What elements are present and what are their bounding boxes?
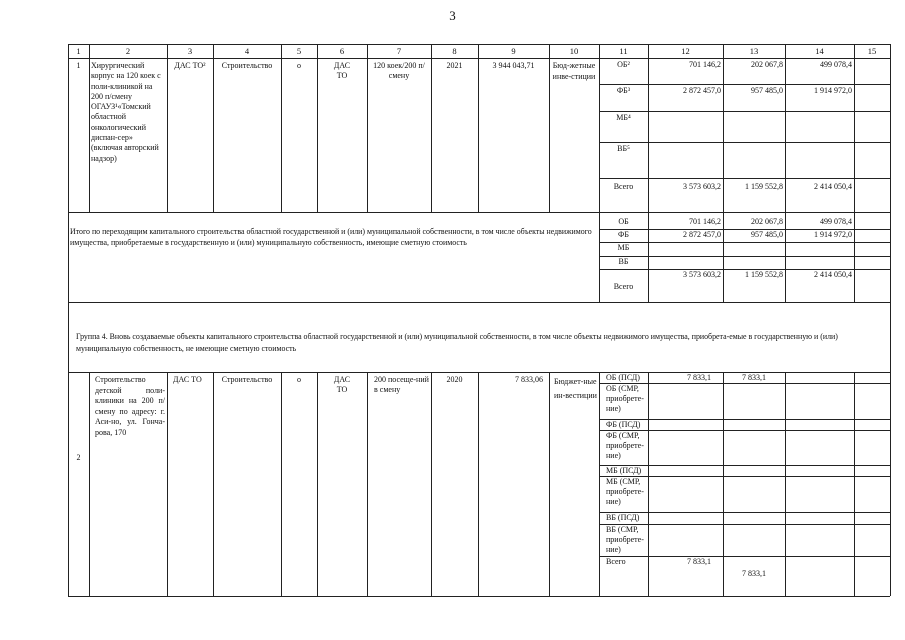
row2-value-c14 <box>787 525 852 555</box>
row1-capacity: 120 коек/200 п/смену <box>373 61 425 80</box>
budget-table <box>68 44 890 597</box>
column-number-6: 6 <box>339 46 345 56</box>
row2-value-c12 <box>650 513 721 523</box>
row2-executor: ДАС ТО <box>333 375 351 394</box>
row2-object-name: Строительство детской поли-клиники на 200 п/смену по адресу: г. Аси-но, ул. Гонча-рова, 170 <box>95 375 165 437</box>
total-value-c12: 701 146,2 <box>689 217 721 226</box>
total-value-c12: 2 872 457,0 <box>683 230 721 239</box>
row1-value-c13 <box>725 143 783 177</box>
page-number: 3 <box>449 8 456 23</box>
row1-number: 1 <box>76 61 81 70</box>
total-value-c13: 1 159 552,8 <box>745 270 783 279</box>
row2-value-c13 <box>725 513 783 523</box>
row2-value-c12 <box>650 466 721 475</box>
row2-funding-label: ФБ (ПСД) <box>606 420 641 429</box>
row1-value-c12: 2 872 457,0 <box>683 86 721 95</box>
table-left-border <box>68 44 69 596</box>
row1-value-c13: 957 485,0 <box>751 86 783 95</box>
row2-col-line <box>167 372 168 596</box>
row2-funding-label: МБ (ПСД) <box>606 466 642 475</box>
total-funding-label: Всего <box>613 282 634 291</box>
row2-type: Строительство <box>221 375 273 384</box>
header-col-line <box>213 44 214 58</box>
total-value-c12 <box>650 257 721 268</box>
row1-value-c12 <box>650 112 721 141</box>
row1-col-line <box>648 58 649 212</box>
group4-heading: Группа 4. Вновь создаваемые объекты капитального строительства областной государственной и (или) муниципальной собственности, в том числе объекты недвижимого имущества, приобрета-емые в государственную и (или) муниципальную собственность, не имеющие сметную стоимость <box>76 332 838 353</box>
row2-value-c13 <box>725 420 783 429</box>
total-funding-label: ВБ <box>618 257 629 266</box>
column-number-15: 15 <box>867 46 877 56</box>
row2-form: о <box>297 375 301 384</box>
column-number-7: 7 <box>396 46 402 56</box>
row1-col-line <box>478 58 479 212</box>
column-number-9: 9 <box>511 46 516 56</box>
column-number-12: 12 <box>681 46 690 56</box>
row2-funding-label: ФБ (СМР, приобрете-ние) <box>606 431 644 460</box>
row2-col-line <box>785 372 786 596</box>
row2-value-c14 <box>787 477 852 511</box>
row1-col-line <box>367 58 368 212</box>
row1-value-c12: 3 573 603,2 <box>683 182 721 191</box>
row2-value-c12: 7 833,1 <box>687 373 711 382</box>
row2-value-c14 <box>787 373 852 382</box>
total-col-line <box>599 212 600 302</box>
header-col-line <box>167 44 168 58</box>
row2-col-line <box>89 372 90 596</box>
row1-funding-label: МБ⁴ <box>616 113 631 122</box>
row2-funding-label: ВБ (ПСД) <box>606 513 640 522</box>
column-number-2: 2 <box>125 46 131 56</box>
header-col-line <box>478 44 479 58</box>
header-col-line <box>854 44 855 58</box>
row2-funding-label: ОБ (СМР, приобрете-ние) <box>606 384 644 413</box>
row2-value-c12 <box>650 384 721 418</box>
row1-col-line <box>317 58 318 212</box>
row1-executor: ДАС <box>333 61 351 70</box>
row2-col-line <box>854 372 855 596</box>
total-label: Итого по переходящим капитального строительства областной государственной и (или) муниципальной собственности, в том числе объекты недвижимого имущества, приобретаемые в государственную и (или) муниципальную собственность, имеющие сметную стоимость <box>70 227 592 247</box>
row2-value-c12: 7 833,1 <box>687 557 711 566</box>
header-col-line <box>599 44 600 58</box>
column-number-10: 10 <box>569 46 579 56</box>
row1-type: Строительство <box>221 61 273 70</box>
row2-col-line <box>723 372 724 596</box>
row1-value-c14 <box>787 112 852 141</box>
total-value-c13 <box>725 257 783 268</box>
row2-number: 2 <box>76 453 81 462</box>
row2-value-c13: 7 833,1 <box>742 373 766 382</box>
row1-value-c12 <box>650 143 721 177</box>
row1-col-line <box>854 58 855 212</box>
row1-col-line <box>723 58 724 212</box>
row1-col-line <box>89 58 90 212</box>
row2-col-line <box>281 372 282 596</box>
row2-value-c14 <box>787 466 852 475</box>
row2-capacity: 200 посеще-ний в смену <box>374 375 429 394</box>
row1-customer: ДАС ТО² <box>174 61 206 70</box>
row2-value-c14 <box>787 513 852 523</box>
row1-value-c14: 499 078,4 <box>820 60 852 69</box>
row2-value-c13 <box>725 466 783 475</box>
row2-value-c12 <box>650 431 721 464</box>
total-value-c12: 3 573 603,2 <box>683 270 721 279</box>
total-funding-label: ОБ <box>618 217 629 226</box>
column-number-13: 13 <box>749 46 759 56</box>
row1-col-line <box>281 58 282 212</box>
total-value-c13 <box>725 243 783 255</box>
row2-customer: ДАС ТО <box>173 375 202 384</box>
table-bottom-border <box>68 596 890 597</box>
total-value-c14: 2 414 050,4 <box>814 270 852 279</box>
total-col-line <box>648 212 649 302</box>
column-number-3: 3 <box>187 46 193 56</box>
row1-col-line <box>549 58 550 212</box>
row2-funding-label: ОБ (ПСД) <box>606 373 640 382</box>
row2-funding-label: МБ (СМР, приобрете-ние) <box>606 477 644 506</box>
row2-value-c13: 7 833,1 <box>742 569 766 578</box>
column-number-8: 8 <box>452 46 457 56</box>
row2-col-line <box>317 372 318 596</box>
row2-col-line <box>367 372 368 596</box>
row1-col-line <box>213 58 214 212</box>
row2-value-c12 <box>650 420 721 429</box>
row2-value-c14 <box>787 557 852 595</box>
row2-col-line <box>599 372 600 596</box>
row2-value-c13 <box>725 384 783 418</box>
row2-value-c13 <box>725 431 783 464</box>
row1-value-c12: 701 146,2 <box>689 60 721 69</box>
row1-object-name: Хирургический корпус на 120 коек с поли-клиникой на 200 п/смену ОГАУЗ¹«Томский областной онкологический диспан-сер» (включая авторский надзор) <box>91 61 161 163</box>
row1-funding-label: ФБ³ <box>616 86 631 95</box>
row2-value-c13 <box>725 477 783 511</box>
total-value-c14 <box>787 243 852 255</box>
total-col-line <box>785 212 786 302</box>
total-value-c14 <box>787 257 852 268</box>
header-col-line <box>785 44 786 58</box>
row2-col-line <box>478 372 479 596</box>
header-col-line <box>723 44 724 58</box>
row1-executor: ТО <box>336 71 348 80</box>
column-number-1: 1 <box>76 46 81 56</box>
row2-value-c14 <box>787 420 852 429</box>
row1-value-c13 <box>725 112 783 141</box>
column-number-5: 5 <box>296 46 302 56</box>
row1-value-c14: 2 414 050,4 <box>814 182 852 191</box>
total-funding-label: ФБ <box>618 230 629 239</box>
row1-col-line <box>785 58 786 212</box>
row2-value-c12 <box>650 477 721 511</box>
header-col-line <box>648 44 649 58</box>
row2-value-c13 <box>725 525 783 555</box>
row1-funding-label: ВБ⁵ <box>617 144 630 153</box>
row2-col-line <box>213 372 214 596</box>
row1-funding-label: Всего <box>613 182 634 191</box>
total-bottom-line <box>68 302 890 303</box>
row1-value-c13: 1 159 552,8 <box>745 182 783 191</box>
row2-value-c14 <box>787 431 852 464</box>
row2-funding-label: Всего <box>606 557 626 566</box>
header-col-line <box>317 44 318 58</box>
row1-col-line <box>431 58 432 212</box>
row1-cost: 3 944 043,71 <box>492 61 535 70</box>
row2-funding-source: Бюджет-ные ин-вестиции <box>554 377 597 400</box>
row1-value-c14: 1 914 972,0 <box>814 86 852 95</box>
row1-col-line <box>599 58 600 212</box>
total-value-c14: 1 914 972,0 <box>814 230 852 239</box>
row2-col-line <box>431 372 432 596</box>
total-value-c13: 957 485,0 <box>751 230 783 239</box>
column-number-4: 4 <box>244 46 250 56</box>
row2-col-line <box>549 372 550 596</box>
row2-cost: 7 833,06 <box>515 375 543 384</box>
row1-funding-label: ОБ² <box>617 60 630 69</box>
total-value-c13: 202 067,8 <box>751 217 783 226</box>
row2-value-c14 <box>787 384 852 418</box>
row2-year: 2020 <box>446 375 463 384</box>
header-col-line <box>281 44 282 58</box>
column-number-14: 14 <box>815 46 824 56</box>
row1-funding-source: Бюд-жетные инве-стиции <box>552 61 596 81</box>
row2-funding-label: ВБ (СМР, приобрете-ние) <box>606 525 644 554</box>
row1-year: 2021 <box>446 61 463 70</box>
row1-col-line <box>167 58 168 212</box>
total-funding-label: МБ <box>617 243 630 252</box>
row2-value-c12 <box>650 525 721 555</box>
row1-bottom-line <box>68 212 890 213</box>
row2-col-line <box>648 372 649 596</box>
row1-form: о <box>297 61 301 70</box>
column-number-11: 11 <box>619 46 628 56</box>
total-col-line <box>854 212 855 302</box>
total-value-c12 <box>650 243 721 255</box>
header-col-line <box>367 44 368 58</box>
header-col-line <box>431 44 432 58</box>
header-col-line <box>89 44 90 58</box>
total-value-c14: 499 078,4 <box>820 217 852 226</box>
table-right-border <box>890 44 891 596</box>
row1-value-c13: 202 067,8 <box>751 60 783 69</box>
total-col-line <box>723 212 724 302</box>
header-col-line <box>549 44 550 58</box>
row1-value-c14 <box>787 143 852 177</box>
